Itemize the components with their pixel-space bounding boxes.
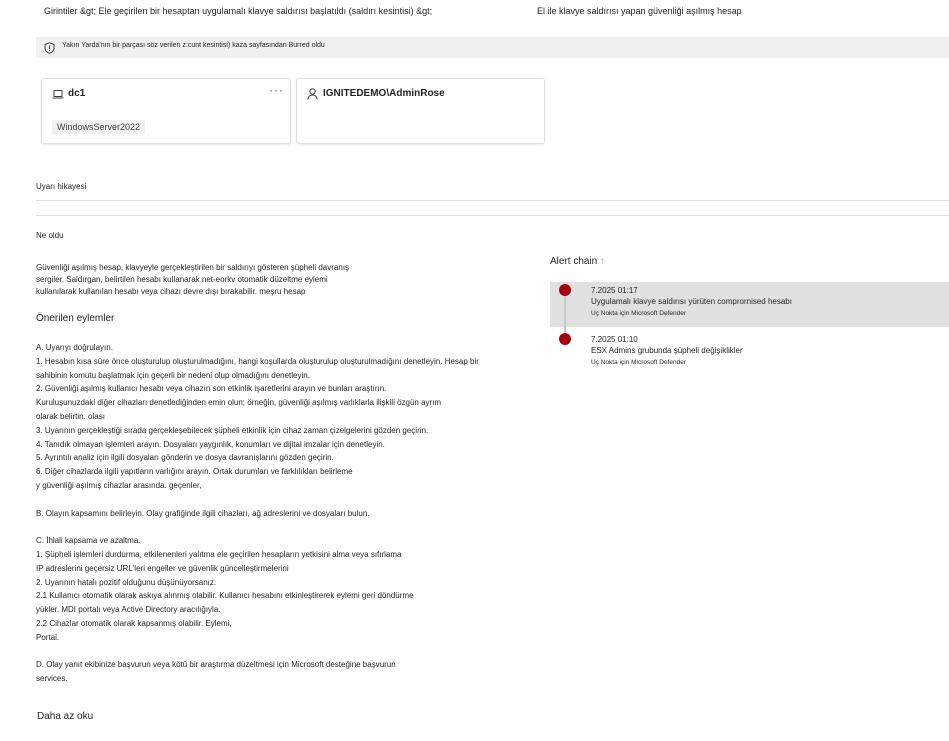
info-banner [36, 37, 949, 58]
alert-time: 7.2025 01:17 [591, 286, 638, 295]
alert-chain-item[interactable] [550, 282, 949, 327]
alert-source: Uç Nokta için Microsoft Defender [591, 359, 687, 366]
person-icon [307, 87, 318, 105]
recommended-action-line: 2.1 Kullanıcı otomatik olarak askıya alınmış olabilir. Kullanıcı hesabını etkinleştirerek eylemi geri döndürme [36, 591, 414, 601]
page-title: El ile klavye saldırısı yapan güvenliği aşılmış hesap [537, 6, 742, 16]
divider [36, 215, 949, 216]
timeline-line [564, 296, 566, 327]
what-happened-text: Güvenliği aşılmış hesap, klavyeyle gerçekleştirilen bir saldırıyı gösteren şüpheli davranış sergiler. Saldırgan, belirtilen hesabı kullanarak net-eorkv otomatik düzeltme eylemi kullanılarak kullanılan hesabı veya cihazı devre dışı bırakabilir. meşru hesap [36, 263, 350, 296]
recommended-action-line: y güvenliği aşılmış cihazlar arasında. geçenler, [36, 480, 202, 490]
recommended-action-line [36, 520, 479, 534]
laptop-icon [52, 87, 64, 105]
recommended-action-line: 5. Ayrıntılı analiz için ilgili dosyaları gönderin ve dosya davranışlarını gözden geçirin. [36, 453, 334, 463]
recommended-action-line: 3. Uyarının gerçekleştiği sırada gerçekleşebilecek şüpheli etkinlik için cihaz zaman çizelgelerini gözden geçirin. [36, 425, 429, 435]
recommended-action-line [36, 645, 479, 659]
alert-story-heading: Uyarı hikayesi [36, 182, 87, 191]
recommended-action-line: yükler. MDI portalı veya Active Directory aracılığıyla. [36, 605, 221, 615]
user-card[interactable] [296, 78, 545, 144]
alert-chain-item[interactable] [550, 331, 949, 376]
shield-icon [44, 41, 55, 59]
recommended-action-line: A. Uyarıyı doğrulayın. [36, 343, 113, 352]
alert-severity-dot [559, 284, 571, 296]
recommended-action-line: C. İhlali kapsama ve azaltma. [36, 536, 141, 546]
recommended-action-line: 2. Güvenliği aşılmış kullanıcı hesabı veya cihazın son etkinlik işaretlerini arayın ve bunları araştırın. [36, 384, 387, 394]
recommended-action-line: olarak belirtin. olası [36, 411, 105, 421]
recommended-action-line: D. Olay yanıt ekibinize başvurun veya kötü bir araştırma düzeltmesi için Microsoft desteğine başvurun [36, 660, 396, 670]
recommended-action-line: Kuruluşunuzdaki diğer cihazları denetlediğinden emin olun; örneğin, güvenliği aşılmış varlıklarla ilişkili özgün ayrım [36, 398, 442, 408]
alert-title: ESX Admins grubunda şüpheli değişiklikler [591, 346, 743, 355]
breadcrumb[interactable]: Girintiler &gt; Ele geçirilen bir hesaptan uygulamalı klavye saldırısı başlatıldı (saldırı kesintisi) &gt; [44, 6, 433, 16]
alert-source: Uç Nokta için Microsoft Defender [591, 310, 687, 317]
recommended-action-line: 1. Hesabın kısa süre önce oluşturulup oluşturulmadığını, hangi koşullarda oluşturulup oluşturulmadığını denetleyin. Hesap bir [36, 356, 479, 366]
recommended-action-line: 1. Şüpheli işlemleri durdurma, etkilenenleri yalıtma ele geçirilen hesapların yetkisini alma veya sıfırlama [36, 549, 402, 559]
recommended-actions-heading: Önerilen eylemler [36, 313, 115, 324]
recommended-action-line: B. Olayın kapsamını belirleyin. Olay grafiğinde ilgili cihazları, ağ adreslerini ve dosyaları bulun. [36, 508, 370, 518]
alert-chain-heading: Alert chain ↑ [550, 256, 606, 267]
recommended-action-line: 2. Uyarının hatalı pozitif olduğunu düşünüyorsanız: [36, 577, 217, 587]
divider [36, 200, 949, 201]
recommended-action-line [36, 493, 479, 507]
banner-text: Yakın Yarda'nın bir parçası söz verilen z:cunt kesintisi) kaza sayfasından Burred oldu [62, 42, 325, 49]
device-card[interactable] [41, 78, 291, 144]
recommended-action-line: 2.2 Cihazlar otomatik olarak kapsanmış olabilir. Eylemi, [36, 618, 232, 628]
device-name: dc1 [68, 88, 86, 99]
more-options-button[interactable]: ··· [269, 83, 284, 97]
os-tag: WindowsServer2022 [52, 120, 145, 134]
what-happened-heading: Ne oldu [36, 231, 64, 240]
arrow-up-icon: ↑ [600, 256, 606, 267]
recommended-actions-list [36, 341, 479, 686]
recommended-action-line: Portal. [36, 632, 60, 642]
recommended-action-line: IP adreslerini geçersiz URL'leri engeller ve güvenlik güncelleştirmelerini [36, 563, 289, 573]
user-name: IGNITEDEMO\AdminRose [323, 88, 445, 99]
recommended-action-line: services. [36, 674, 68, 684]
read-less-link[interactable]: Daha az oku [37, 711, 94, 722]
recommended-action-line: 6. Diğer cihazlarda ilgili yapıtların varlığını arayın. Ortak durumları ve farklılıkları belirleme [36, 467, 353, 477]
alert-severity-dot [559, 333, 571, 345]
recommended-action-line: sahibinin komutu başlatmak için geçerli bir nedeni olup olmadığını denetleyin. [36, 370, 310, 380]
alert-title: Uygulamalı klavye saldırısı yürüten comprornised hesabı [591, 297, 792, 306]
recommended-action-line: 4. Tanıdık olmayan işlemleri arayın. Dosyaları yaygınlık, konumları ve dijital imzalar için denetleyin. [36, 439, 385, 449]
alert-time: 7.2025 01:10 [591, 335, 638, 344]
